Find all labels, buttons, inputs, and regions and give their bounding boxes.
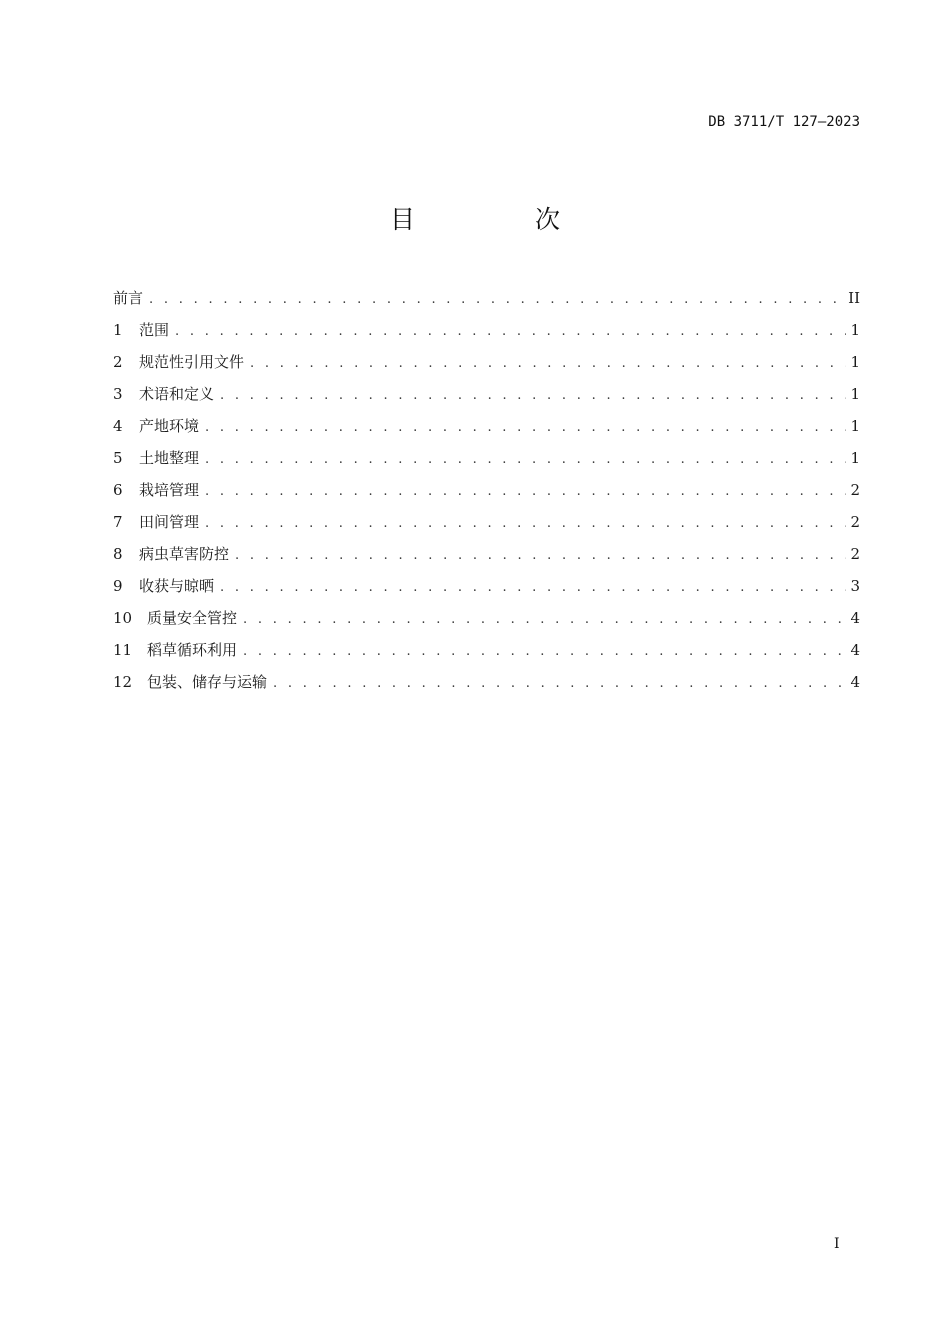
toc-entry-number: 8 bbox=[113, 545, 123, 563]
toc-dot-leader bbox=[273, 672, 846, 696]
toc-entry-10[interactable] bbox=[113, 606, 860, 638]
toc-entry-label: 栽培管理 bbox=[139, 481, 200, 499]
toc-entry-2[interactable] bbox=[113, 350, 860, 382]
toc-entry-label: 收获与晾晒 bbox=[139, 577, 215, 595]
toc-dot-leader bbox=[149, 288, 844, 312]
toc-entry-label: 田间管理 bbox=[139, 513, 200, 531]
toc-dot-leader bbox=[220, 384, 846, 408]
toc-entry-number: 2 bbox=[113, 353, 123, 371]
toc-entry-number: 9 bbox=[113, 577, 123, 595]
toc-entry-page: 1 bbox=[850, 385, 860, 403]
toc-entry-number: 10 bbox=[113, 609, 133, 627]
toc-entry-page: 2 bbox=[850, 545, 860, 563]
toc-entry-label: 包装、储存与运输 bbox=[147, 673, 268, 691]
toc-entry-page: 1 bbox=[850, 321, 860, 339]
toc-entry-page: 3 bbox=[850, 577, 860, 595]
toc-entry-label: 范围 bbox=[139, 321, 170, 339]
toc-entry-number: 12 bbox=[113, 673, 133, 691]
toc-dot-leader bbox=[205, 416, 846, 440]
toc-entry-3[interactable] bbox=[113, 382, 860, 414]
document-code: DB 3711/T 127—2023 bbox=[708, 114, 860, 130]
toc-entry-page: 2 bbox=[850, 481, 860, 499]
toc-entry-number: 11 bbox=[113, 641, 133, 659]
toc-dot-leader bbox=[205, 448, 846, 472]
toc-dot-leader bbox=[175, 320, 846, 344]
toc-entry-number: 3 bbox=[113, 385, 123, 403]
toc-entry-5[interactable] bbox=[113, 446, 860, 478]
toc-entry-label: 土地整理 bbox=[139, 449, 200, 467]
toc-dot-leader bbox=[243, 640, 846, 664]
toc-dot-leader bbox=[243, 608, 846, 632]
toc-dot-leader bbox=[205, 512, 846, 536]
toc-entry-page: 4 bbox=[850, 641, 860, 659]
toc-entry-6[interactable] bbox=[113, 478, 860, 510]
toc-entry-1[interactable] bbox=[113, 318, 860, 350]
toc-entry-number: 5 bbox=[113, 449, 123, 467]
toc-entry-page: 1 bbox=[850, 449, 860, 467]
toc-entry-page: 1 bbox=[850, 353, 860, 371]
toc-entry-label: 质量安全管控 bbox=[147, 609, 238, 627]
toc-entry-11[interactable] bbox=[113, 638, 860, 670]
page-number: I bbox=[834, 1236, 840, 1252]
toc-entry-label: 规范性引用文件 bbox=[139, 353, 245, 371]
toc-entry-label: 产地环境 bbox=[139, 417, 200, 435]
toc-dot-leader bbox=[205, 480, 846, 504]
toc-entry-page: 4 bbox=[850, 609, 860, 627]
toc-entry-preface[interactable] bbox=[113, 286, 860, 318]
toc-dot-leader bbox=[220, 576, 846, 600]
toc-entry-number: 6 bbox=[113, 481, 123, 499]
toc-entry-label: 术语和定义 bbox=[139, 385, 215, 403]
toc-entry-label: 前言 bbox=[113, 289, 144, 307]
toc-entry-12[interactable] bbox=[113, 670, 860, 702]
toc-entry-9[interactable] bbox=[113, 574, 860, 606]
toc-entry-7[interactable] bbox=[113, 510, 860, 542]
toc-dot-leader bbox=[235, 544, 846, 568]
toc-title: 目 次 bbox=[390, 205, 616, 234]
toc-entry-label: 稻草循环利用 bbox=[147, 641, 238, 659]
toc-entry-number: 7 bbox=[113, 513, 123, 531]
toc-entry-8[interactable] bbox=[113, 542, 860, 574]
toc-entry-number: 1 bbox=[113, 321, 123, 339]
toc-entry-page: II bbox=[848, 289, 860, 307]
toc-entry-page: 1 bbox=[850, 417, 860, 435]
toc-dot-leader bbox=[250, 352, 846, 376]
table-of-contents bbox=[113, 286, 860, 702]
toc-entry-label: 病虫草害防控 bbox=[139, 545, 230, 563]
toc-entry-4[interactable] bbox=[113, 414, 860, 446]
toc-entry-number: 4 bbox=[113, 417, 123, 435]
toc-entry-page: 4 bbox=[850, 673, 860, 691]
toc-entry-page: 2 bbox=[850, 513, 860, 531]
